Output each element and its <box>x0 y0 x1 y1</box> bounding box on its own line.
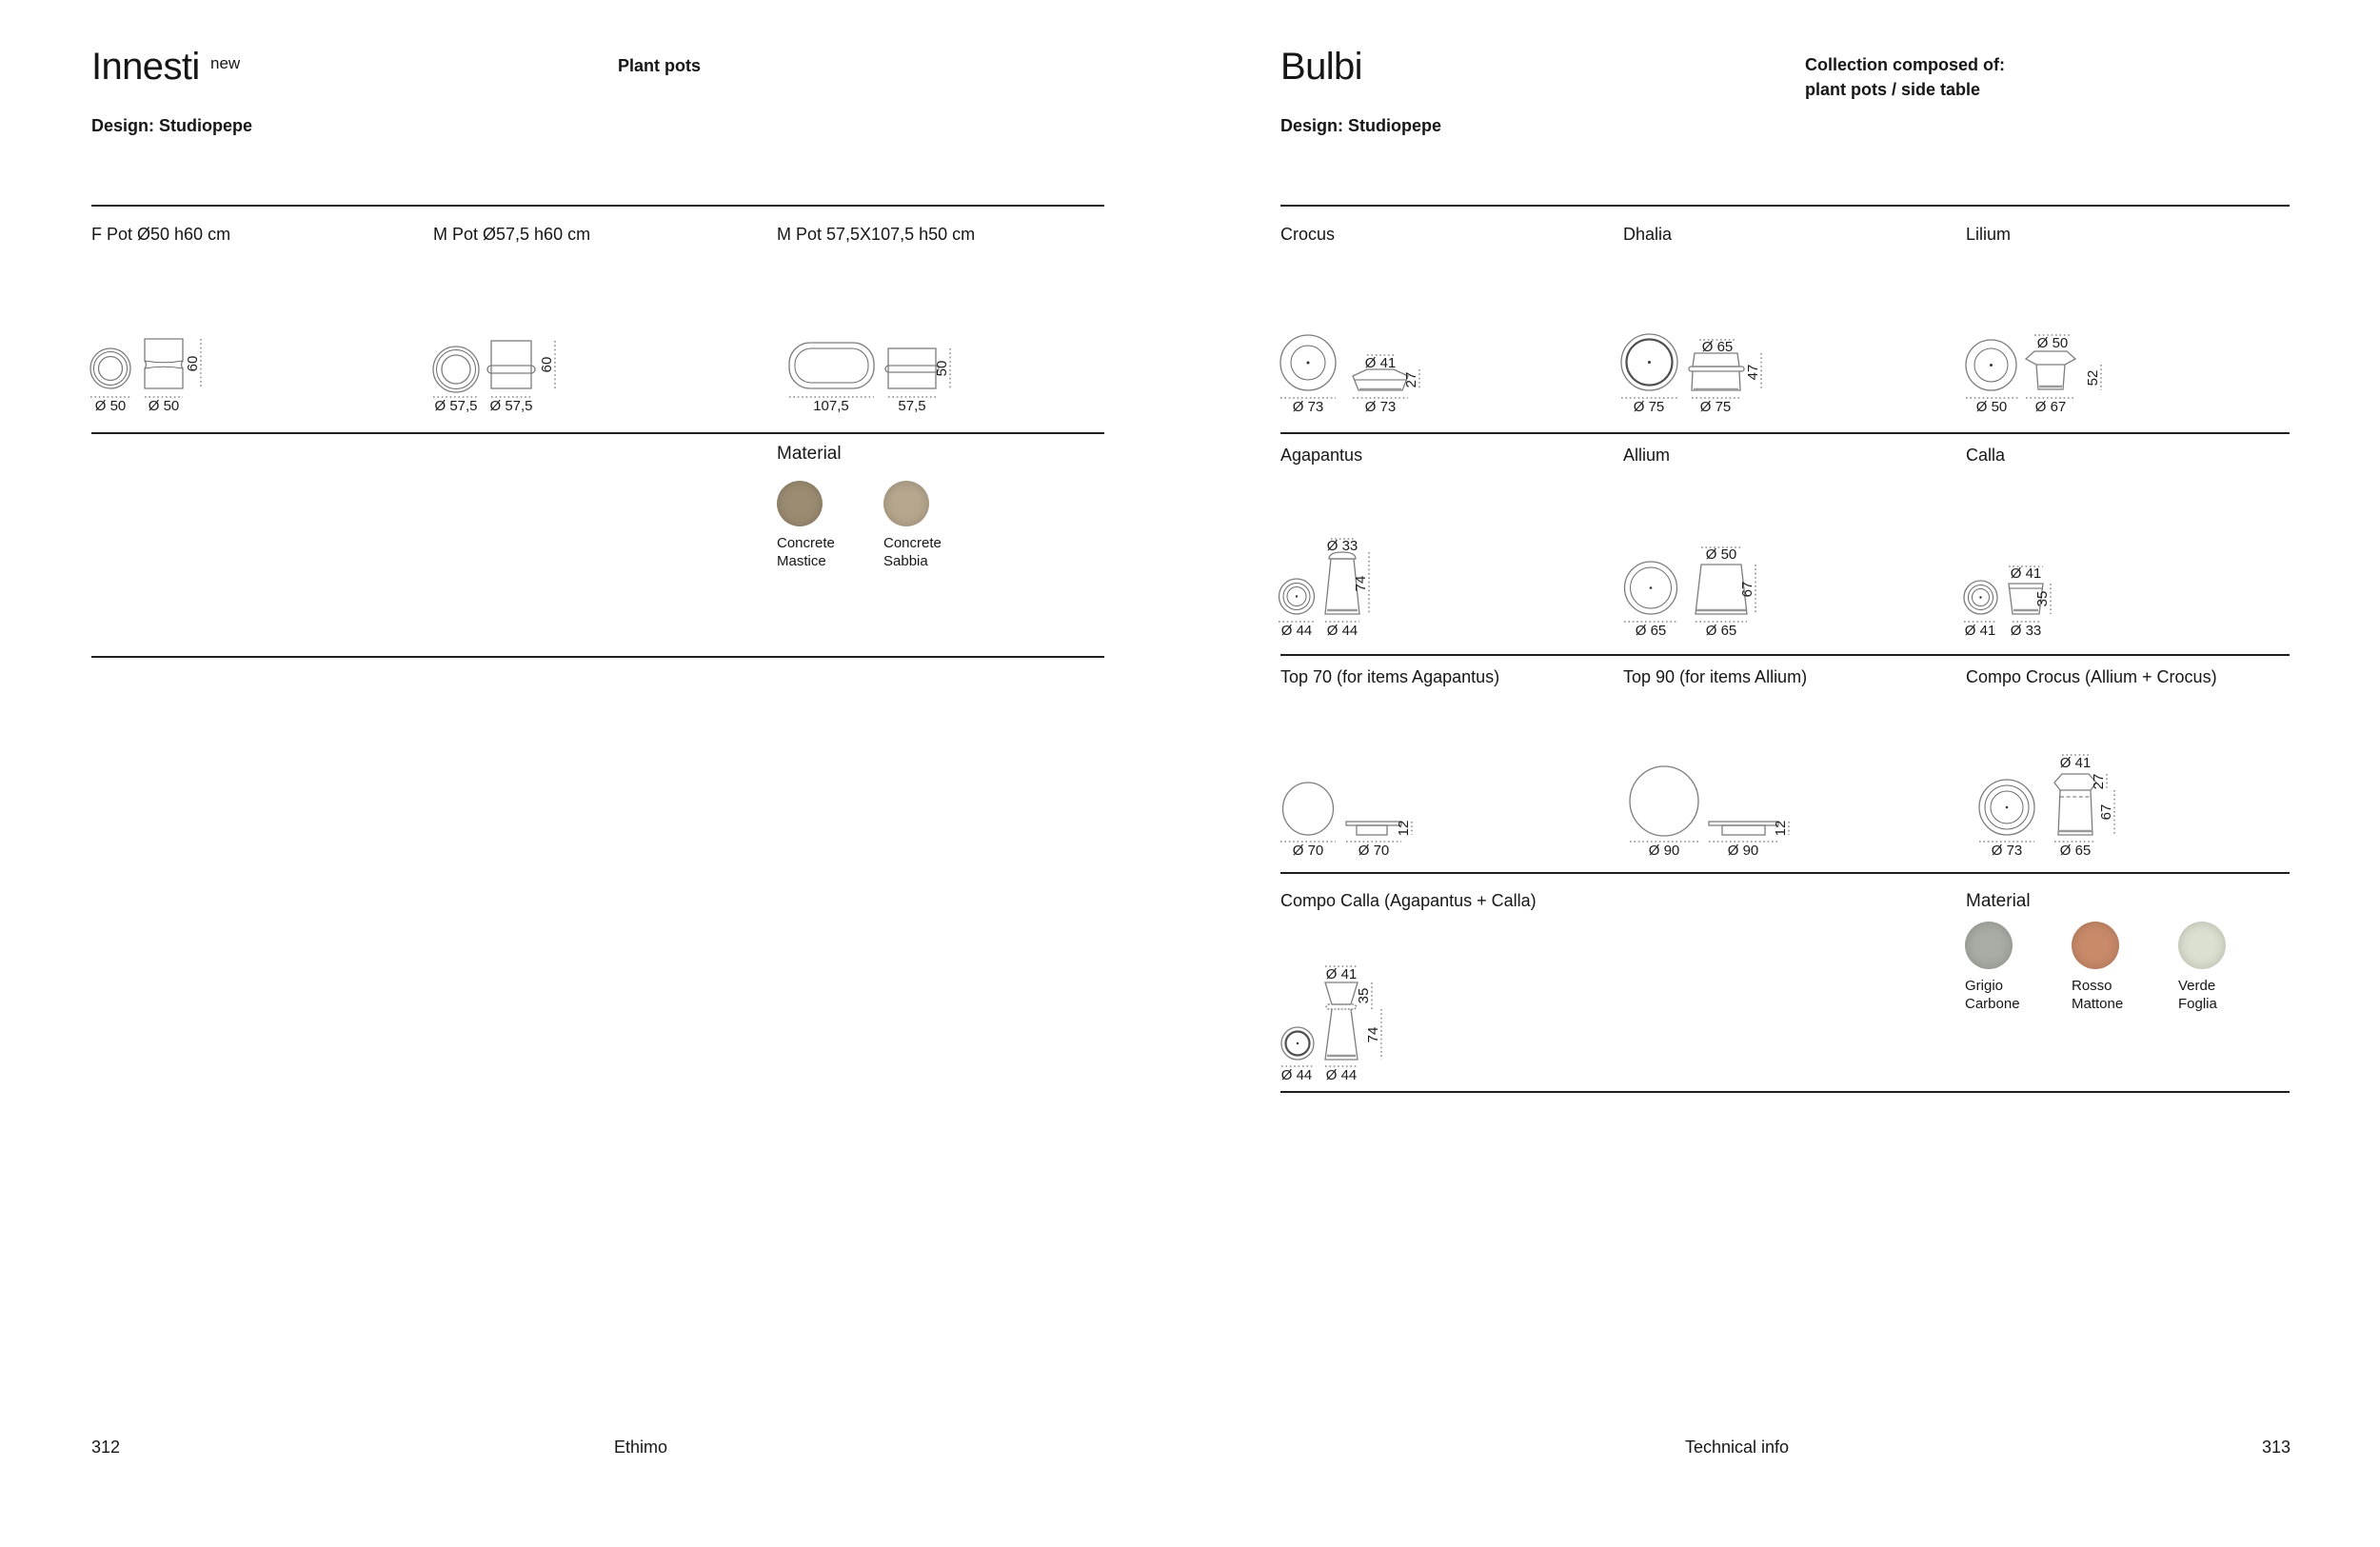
allium-top-dim: Ø 50 <box>1705 546 1737 563</box>
top70-side-view <box>1346 822 1401 835</box>
swatch-label-mastice <box>777 534 835 570</box>
allium-height-dim: 67 <box>1739 581 1755 598</box>
mpot-oval-plan-dim: 107,5 <box>813 398 849 414</box>
swatch-rosso-mattone <box>2072 922 2119 969</box>
mpot-plan-dim: Ø 57,5 <box>434 398 478 414</box>
compo-crocus-top-dim: Ø 41 <box>2059 755 2092 771</box>
product-name-fpot: F Pot Ø50 h60 cm <box>91 225 231 244</box>
dhalia-plan-view <box>1621 334 1677 390</box>
lilium-plan-dim: Ø 50 <box>1975 399 2008 415</box>
crocus-plan-view <box>1280 335 1336 390</box>
calla-height-dim: 35 <box>2034 590 2051 607</box>
top90-side-dim: Ø 90 <box>1727 843 1759 859</box>
mpot-drawing <box>431 327 760 422</box>
swatch-label-line: Foglia <box>2178 996 2217 1012</box>
agapantus-drawing <box>1279 531 1607 641</box>
product-name-mpot-oval: M Pot 57,5X107,5 h50 cm <box>777 225 976 244</box>
swatch-label-sabbia <box>883 534 942 570</box>
product-name-agapantus: Agapantus <box>1280 446 1363 465</box>
agapantus-plan-view <box>1279 579 1315 614</box>
lilium-drawing <box>1964 327 2292 422</box>
agapantus-side-dim: Ø 44 <box>1326 623 1359 639</box>
product-name-calla: Calla <box>1966 446 2006 465</box>
top70-drawing <box>1279 736 1607 860</box>
product-name-top90: Top 90 (for items Allium) <box>1623 667 1808 686</box>
calla-side-dim: Ø 33 <box>2010 623 2042 639</box>
divider-rule <box>91 205 1104 207</box>
agapantus-plan-dim: Ø 44 <box>1280 623 1313 639</box>
fpot-height-dim: 60 <box>185 355 201 372</box>
category-label: Plant pots <box>618 56 702 75</box>
dhalia-height-dim: 47 <box>1745 364 1761 381</box>
collection-note-line2: plant pots / side table <box>1805 80 1981 99</box>
compo-crocus-plan-view <box>1979 780 2034 835</box>
compo-calla-plan-view <box>1281 1027 1314 1060</box>
fpot-side-view <box>145 339 183 388</box>
top70-plan-view <box>1283 783 1334 835</box>
product-name-allium: Allium <box>1623 446 1671 465</box>
crocus-height-dim: 27 <box>1403 371 1419 388</box>
calla-plan-dim: Ø 41 <box>1964 623 1996 639</box>
top90-height-dim: 12 <box>1773 820 1789 837</box>
mpot-plan-view <box>433 347 479 392</box>
top70-side-dim: Ø 70 <box>1358 843 1390 859</box>
dhalia-side-view <box>1689 353 1744 390</box>
swatch-label-line: Mastice <box>777 553 826 569</box>
top90-plan-dim: Ø 90 <box>1648 843 1680 859</box>
swatch-label-line: Grigio <box>1965 978 2004 994</box>
collection-note <box>1805 52 2005 102</box>
lilium-plan-view <box>1966 340 2016 390</box>
swatch-label-grigio <box>1965 977 2020 1013</box>
agapantus-top-dim: Ø 33 <box>1326 538 1359 554</box>
divider-rule <box>91 432 1104 434</box>
calla-plan-view <box>1964 581 1997 614</box>
lilium-height-dim: 52 <box>2085 369 2101 387</box>
swatch-grigio-carbone <box>1965 922 2013 969</box>
compo-calla-drawing <box>1279 955 1607 1088</box>
compo-crocus-drawing <box>1964 736 2292 860</box>
fpot-plan-view <box>90 348 130 388</box>
calla-drawing <box>1964 531 2292 641</box>
new-badge: new <box>210 54 241 72</box>
swatch-label-verde <box>2178 977 2217 1013</box>
dhalia-top-dim: Ø 65 <box>1701 339 1734 355</box>
swatch-concrete-mastice <box>777 481 823 526</box>
mpot-side-dim: Ø 57,5 <box>489 398 533 414</box>
crocus-drawing <box>1279 327 1607 422</box>
swatch-label-line: Verde <box>2178 978 2216 994</box>
compo-calla-side-dim: Ø 44 <box>1325 1067 1358 1083</box>
dhalia-drawing <box>1621 327 1950 422</box>
crocus-side-dim: Ø 73 <box>1364 399 1397 415</box>
designer-right: Design: Studiopepe <box>1280 116 1442 135</box>
agapantus-height-dim: 74 <box>1353 575 1369 592</box>
mpot-oval-plan-view <box>789 343 874 388</box>
material-heading-left: Material <box>777 444 842 464</box>
swatch-label-rosso <box>2072 977 2123 1013</box>
top70-plan-dim: Ø 70 <box>1292 843 1324 859</box>
product-name-top70: Top 70 (for items Agapantus) <box>1280 667 1500 686</box>
divider-rule <box>1280 432 2290 434</box>
crocus-plan-dim: Ø 73 <box>1292 399 1324 415</box>
allium-drawing <box>1621 531 1950 641</box>
compo-calla-upper-height-dim: 35 <box>1356 987 1372 1004</box>
allium-side-dim: Ø 65 <box>1705 623 1737 639</box>
divider-rule <box>1280 872 2290 874</box>
calla-top-dim: Ø 41 <box>2010 565 2042 582</box>
product-name-dhalia: Dhalia <box>1623 225 1673 244</box>
compo-crocus-side-dim: Ø 65 <box>2059 843 2092 859</box>
mpot-oval-drawing <box>775 327 1103 422</box>
mpot-side-view <box>487 341 535 388</box>
top90-side-view <box>1709 822 1778 835</box>
mpot-height-dim: 60 <box>539 356 555 373</box>
compo-calla-top-dim: Ø 41 <box>1325 966 1358 982</box>
material-heading-right: Material <box>1966 891 2031 911</box>
divider-rule <box>1280 205 2290 207</box>
swatch-label-line: Carbone <box>1965 996 2020 1012</box>
page-title-left: Innesti <box>91 46 200 88</box>
fpot-plan-dim: Ø 50 <box>94 398 127 414</box>
compo-crocus-height-dim: 67 <box>2098 803 2114 821</box>
compo-calla-plan-dim: Ø 44 <box>1280 1067 1313 1083</box>
brand-footer: Ethimo <box>614 1438 668 1457</box>
allium-plan-view <box>1625 562 1677 614</box>
fpot-side-dim: Ø 50 <box>148 398 180 414</box>
product-name-mpot: M Pot Ø57,5 h60 cm <box>433 225 591 244</box>
divider-rule <box>91 656 1104 658</box>
swatch-label-line: Sabbia <box>883 553 928 569</box>
compo-crocus-upper-height-dim: 27 <box>2091 773 2107 790</box>
compo-calla-height-dim: 74 <box>1365 1026 1381 1043</box>
product-name-compo-calla: Compo Calla (Agapantus + Calla) <box>1280 891 1537 910</box>
lilium-top-dim: Ø 50 <box>2036 335 2069 351</box>
divider-rule <box>1280 654 2290 656</box>
swatch-label-line: Mattone <box>2072 996 2124 1012</box>
mpot-oval-side-view <box>885 348 939 388</box>
swatch-concrete-sabbia <box>883 481 929 526</box>
page-number-left: 312 <box>91 1438 121 1457</box>
top90-plan-view <box>1630 766 1698 836</box>
product-name-lilium: Lilium <box>1966 225 2012 244</box>
page-number-right: 313 <box>2261 1438 2291 1457</box>
page-title-right: Bulbi <box>1280 46 1362 88</box>
lilium-side-dim: Ø 67 <box>2034 399 2067 415</box>
designer-left: Design: Studiopepe <box>91 116 253 135</box>
section-footer: Technical info <box>1685 1438 1790 1457</box>
dhalia-plan-dim: Ø 75 <box>1633 399 1665 415</box>
allium-plan-dim: Ø 65 <box>1635 623 1667 639</box>
compo-calla-side-view <box>1325 982 1358 1060</box>
swatch-verde-foglia <box>2178 922 2226 969</box>
swatch-label-line: Rosso <box>2072 978 2112 994</box>
swatch-label-line: Concrete <box>777 535 835 551</box>
compo-crocus-plan-dim: Ø 73 <box>1991 843 2023 859</box>
product-name-crocus: Crocus <box>1280 225 1336 244</box>
crocus-side-view <box>1353 369 1408 390</box>
top70-height-dim: 12 <box>1396 820 1412 837</box>
top90-drawing <box>1621 736 1950 860</box>
mpot-oval-side-dim: 57,5 <box>898 398 926 414</box>
fpot-drawing <box>88 327 416 422</box>
lilium-side-view <box>2026 351 2075 389</box>
mpot-oval-height-dim: 50 <box>934 360 950 377</box>
dhalia-side-dim: Ø 75 <box>1699 399 1732 415</box>
product-name-compo-crocus: Compo Crocus (Allium + Crocus) <box>1966 667 2217 686</box>
divider-rule <box>1280 1091 2290 1093</box>
swatch-label-line: Concrete <box>883 535 942 551</box>
crocus-top-dim: Ø 41 <box>1364 355 1397 371</box>
collection-note-line1: Collection composed of: <box>1805 55 2006 74</box>
